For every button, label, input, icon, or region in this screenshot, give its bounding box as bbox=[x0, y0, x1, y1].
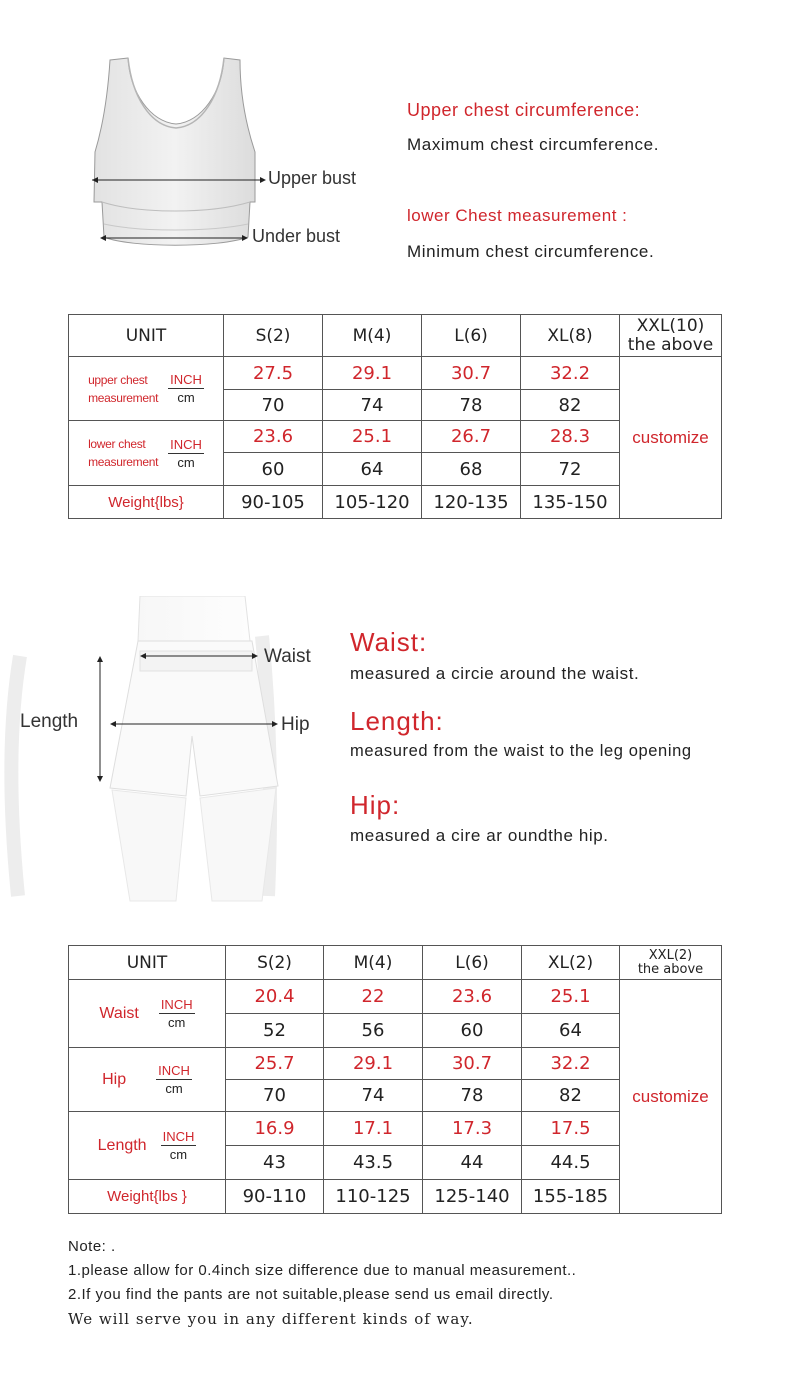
waist-row-label bbox=[69, 980, 226, 1048]
row-label-line: lower chest bbox=[88, 437, 146, 451]
cm-unit: cm bbox=[165, 1081, 183, 1096]
unit-indicator bbox=[159, 997, 195, 1030]
table-cell: 26.7 bbox=[422, 421, 521, 453]
size-header: M(4) bbox=[323, 315, 422, 357]
note-line: 1.please allow for 0.4inch size difference due to manual measurement.. bbox=[68, 1262, 577, 1279]
inch-unit: INCH bbox=[158, 1063, 190, 1078]
table-cell: 90-105 bbox=[224, 486, 323, 519]
table-cell: 64 bbox=[323, 453, 422, 486]
table-cell: 17.1 bbox=[324, 1112, 423, 1146]
table-cell: 23.6 bbox=[224, 421, 323, 453]
upper-chest-row-label bbox=[69, 357, 224, 421]
cm-unit: cm bbox=[177, 454, 195, 470]
under-bust-label: Under bust bbox=[252, 226, 341, 246]
table-cell: 82 bbox=[522, 1080, 620, 1112]
shorts-size-table bbox=[68, 945, 722, 1214]
size-header: S(2) bbox=[226, 946, 324, 980]
table-cell: 29.1 bbox=[324, 1048, 423, 1080]
bra-size-table bbox=[68, 314, 722, 519]
row-label: Length bbox=[97, 1136, 147, 1154]
unit-indicator bbox=[156, 1063, 192, 1096]
waist-figure-label: Waist bbox=[264, 646, 311, 667]
notes-heading: Note: . bbox=[68, 1238, 116, 1255]
table-cell: 78 bbox=[422, 390, 521, 421]
table-cell: 32.2 bbox=[521, 357, 620, 390]
table-cell: 29.1 bbox=[323, 357, 422, 390]
upper-chest-title: Upper chest circumference: bbox=[407, 100, 641, 120]
table-cell: 17.3 bbox=[423, 1112, 522, 1146]
table-cell: 25.7 bbox=[226, 1048, 324, 1080]
table-cell: 64 bbox=[522, 1014, 620, 1048]
table-cell: 30.7 bbox=[422, 357, 521, 390]
table-header-row bbox=[69, 946, 722, 980]
lower-chest-description: Minimum chest circumference. bbox=[407, 242, 655, 261]
length-title: Length: bbox=[350, 706, 444, 736]
hip-title: Hip: bbox=[350, 790, 401, 820]
inch-unit: INCH bbox=[170, 436, 202, 452]
table-cell: 28.3 bbox=[521, 421, 620, 453]
xxl-header-size: XXL(2) bbox=[648, 947, 693, 963]
size-header: M(4) bbox=[324, 946, 423, 980]
row-label-line: measurement bbox=[88, 455, 159, 469]
xxl-header bbox=[620, 315, 722, 357]
upper-chest-description: Maximum chest circumference. bbox=[407, 135, 660, 154]
xxl-header-note: the above bbox=[637, 961, 704, 977]
notes bbox=[68, 1235, 768, 1331]
row-label: Waist bbox=[99, 1004, 139, 1022]
table-cell: 25.1 bbox=[323, 421, 422, 453]
table-cell: 44 bbox=[423, 1146, 522, 1180]
xxl-header-size: XXL(10) bbox=[636, 315, 705, 336]
table-cell: 70 bbox=[226, 1080, 324, 1112]
unit-indicator bbox=[168, 437, 204, 470]
customize-cell: customize bbox=[620, 357, 722, 519]
size-header: S(2) bbox=[224, 315, 323, 357]
waist-description: measured a circie around the waist. bbox=[350, 664, 640, 683]
table-row bbox=[69, 980, 722, 1014]
lower-chest-title: lower Chest measurement : bbox=[407, 206, 628, 225]
table-cell: 60 bbox=[224, 453, 323, 486]
cm-unit: cm bbox=[169, 1147, 188, 1162]
upper-bust-label: Upper bust bbox=[268, 168, 357, 188]
row-label-line: upper chest bbox=[88, 372, 148, 387]
table-cell: 74 bbox=[323, 390, 422, 421]
lower-chest-row-label bbox=[69, 421, 224, 486]
length-row-label bbox=[69, 1112, 226, 1180]
xxl-header bbox=[620, 946, 722, 980]
table-cell: 52 bbox=[226, 1014, 324, 1048]
note-closing: We will serve you in any different kinds of way. bbox=[68, 1310, 474, 1328]
table-cell: 120-135 bbox=[422, 486, 521, 519]
unit-header: UNIT bbox=[69, 946, 226, 980]
cm-unit: cm bbox=[177, 390, 195, 405]
table-cell: 22 bbox=[324, 980, 423, 1014]
table-cell: 16.9 bbox=[226, 1112, 324, 1146]
table-cell: 70 bbox=[224, 390, 323, 421]
table-cell: 82 bbox=[521, 390, 620, 421]
hip-row-label bbox=[69, 1048, 226, 1112]
table-cell: 23.6 bbox=[423, 980, 522, 1014]
length-figure-label: Length bbox=[20, 711, 79, 732]
table-cell: 68 bbox=[422, 453, 521, 486]
table-cell: 17.5 bbox=[522, 1112, 620, 1146]
waist-title: Waist: bbox=[350, 627, 428, 657]
unit-indicator bbox=[161, 1129, 197, 1162]
table-cell: 32.2 bbox=[522, 1048, 620, 1080]
table-cell: 30.7 bbox=[423, 1048, 522, 1080]
size-header: XL(2) bbox=[522, 946, 620, 980]
table-cell: 90-110 bbox=[226, 1180, 324, 1214]
table-cell: 78 bbox=[423, 1080, 522, 1112]
size-header: XL(8) bbox=[521, 315, 620, 357]
table-cell: 110-125 bbox=[324, 1180, 423, 1214]
table-cell: 44.5 bbox=[522, 1146, 620, 1180]
cm-unit: cm bbox=[168, 1015, 186, 1030]
size-header: L(6) bbox=[423, 946, 522, 980]
row-label-line: measurement bbox=[88, 390, 159, 405]
row-label: Hip bbox=[102, 1070, 127, 1088]
sports-bra-illustration bbox=[80, 52, 270, 262]
table-cell: 105-120 bbox=[323, 486, 422, 519]
table-header-row bbox=[69, 315, 722, 357]
inch-unit: INCH bbox=[170, 372, 202, 387]
customize-cell: customize bbox=[620, 980, 722, 1214]
weight-label: Weight{lbs } bbox=[69, 1180, 226, 1214]
inch-unit: INCH bbox=[160, 997, 193, 1012]
table-cell: 155-185 bbox=[522, 1180, 620, 1214]
table-cell: 60 bbox=[423, 1014, 522, 1048]
table-cell: 72 bbox=[521, 453, 620, 486]
inch-unit: INCH bbox=[162, 1129, 195, 1144]
table-cell: 56 bbox=[324, 1014, 423, 1048]
weight-label: Weight{lbs} bbox=[69, 486, 224, 519]
table-cell: 20.4 bbox=[226, 980, 324, 1014]
xxl-header-note: the above bbox=[627, 334, 714, 355]
unit-indicator bbox=[168, 372, 204, 405]
table-cell: 25.1 bbox=[522, 980, 620, 1014]
hip-description: measured a cire ar oundthe hip. bbox=[350, 826, 609, 845]
table-cell: 125-140 bbox=[423, 1180, 522, 1214]
hip-figure-label: Hip bbox=[281, 714, 310, 735]
unit-header: UNIT bbox=[69, 315, 224, 357]
table-cell: 135-150 bbox=[521, 486, 620, 519]
shorts-illustration bbox=[0, 596, 340, 906]
table-cell: 43.5 bbox=[324, 1146, 423, 1180]
size-header: L(6) bbox=[422, 315, 521, 357]
note-line: 2.If you find the pants are not suitable,please send us email directly. bbox=[68, 1286, 554, 1303]
table-row bbox=[69, 357, 722, 390]
length-description: measured from the waist to the leg opening bbox=[350, 742, 692, 760]
table-cell: 43 bbox=[226, 1146, 324, 1180]
table-cell: 27.5 bbox=[224, 357, 323, 390]
table-cell: 74 bbox=[324, 1080, 423, 1112]
